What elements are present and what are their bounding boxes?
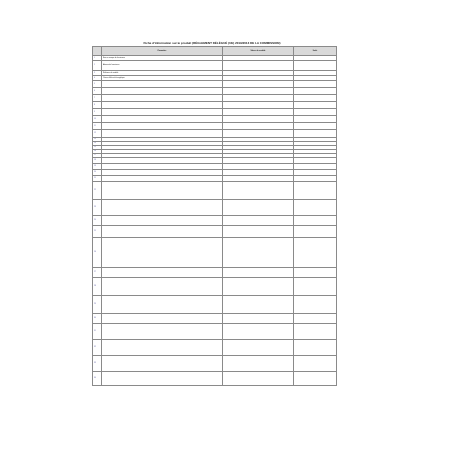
row-number: 17 <box>93 154 102 158</box>
row-unit <box>294 81 337 88</box>
row-number: 19 <box>93 164 102 170</box>
row-unit <box>294 130 337 138</box>
row-label <box>102 238 223 268</box>
row-number: 31 <box>93 324 102 340</box>
row-value <box>223 200 294 216</box>
row-number: 20 <box>93 170 102 176</box>
row-value <box>223 226 294 238</box>
row-value <box>223 278 294 296</box>
row-number: 14 <box>93 142 102 146</box>
row-unit <box>294 226 337 238</box>
table-row <box>93 61 337 71</box>
row-label <box>102 216 223 226</box>
row-label: Classe d'efficacité énergétique <box>102 76 223 81</box>
row-unit <box>294 61 337 71</box>
row-unit <box>294 182 337 200</box>
row-value <box>223 216 294 226</box>
row-value <box>223 81 294 88</box>
table-row <box>93 278 337 296</box>
header-number-cell <box>93 47 102 56</box>
table-body <box>93 56 337 386</box>
table-row <box>93 88 337 95</box>
row-number: 8 <box>93 102 102 109</box>
row-unit <box>294 268 337 278</box>
row-number: 3 <box>93 71 102 76</box>
table-row <box>93 200 337 216</box>
row-number: 27 <box>93 268 102 278</box>
row-number: 7 <box>93 95 102 102</box>
row-label <box>102 324 223 340</box>
row-label <box>102 123 223 130</box>
row-number: 18 <box>93 158 102 164</box>
row-number: 26 <box>93 238 102 268</box>
row-number: 9 <box>93 109 102 116</box>
parameter-table <box>92 46 337 386</box>
table-row <box>93 296 337 314</box>
table-row <box>93 81 337 88</box>
row-label <box>102 278 223 296</box>
row-number: 30 <box>93 314 102 324</box>
row-unit <box>294 314 337 324</box>
table-row <box>93 109 337 116</box>
table-row <box>93 356 337 372</box>
row-number: 4 <box>93 76 102 81</box>
row-label <box>102 182 223 200</box>
header-value: Valeur du modèle <box>223 47 294 56</box>
row-label <box>102 102 223 109</box>
row-number: 10 <box>93 116 102 123</box>
row-number: 24 <box>93 216 102 226</box>
row-number: 1 <box>93 56 102 61</box>
row-value <box>223 116 294 123</box>
row-number: 28 <box>93 278 102 296</box>
row-unit <box>294 238 337 268</box>
table-row <box>93 238 337 268</box>
row-unit <box>294 123 337 130</box>
row-unit <box>294 109 337 116</box>
table-row <box>93 216 337 226</box>
table-row <box>93 268 337 278</box>
table-row <box>93 314 337 324</box>
row-number: 5 <box>93 81 102 88</box>
row-label <box>102 268 223 278</box>
row-number: 33 <box>93 356 102 372</box>
row-unit <box>294 372 337 386</box>
row-number: 29 <box>93 296 102 314</box>
row-number: 15 <box>93 146 102 150</box>
product-information-sheet <box>92 40 332 442</box>
row-unit <box>294 296 337 314</box>
row-unit <box>294 102 337 109</box>
row-number: 32 <box>93 340 102 356</box>
row-value <box>223 238 294 268</box>
row-unit <box>294 88 337 95</box>
row-unit <box>294 356 337 372</box>
row-value <box>223 109 294 116</box>
row-number: 21 <box>93 176 102 182</box>
row-label <box>102 88 223 95</box>
table-row <box>93 226 337 238</box>
row-label: Adresse du fournisseur <box>102 61 223 71</box>
row-number: 2 <box>93 61 102 71</box>
header-unit: Unité <box>294 47 337 56</box>
row-value <box>223 61 294 71</box>
row-value <box>223 324 294 340</box>
row-label: Nom ou marque du fournisseur <box>102 56 223 61</box>
row-value <box>223 268 294 278</box>
table-row <box>93 340 337 356</box>
row-unit <box>294 278 337 296</box>
row-label <box>102 314 223 324</box>
row-unit <box>294 200 337 216</box>
row-number: 34 <box>93 372 102 386</box>
row-number: 6 <box>93 88 102 95</box>
row-unit <box>294 216 337 226</box>
row-label <box>102 372 223 386</box>
row-unit <box>294 116 337 123</box>
row-number: 23 <box>93 200 102 216</box>
table-header-row <box>93 47 337 56</box>
row-label <box>102 116 223 123</box>
row-label <box>102 200 223 216</box>
row-label <box>102 356 223 372</box>
table-row <box>93 324 337 340</box>
row-label <box>102 226 223 238</box>
table-row <box>93 102 337 109</box>
table-row <box>93 116 337 123</box>
row-value <box>223 123 294 130</box>
row-value <box>223 182 294 200</box>
sheet-title: Fiche d'information sur le produit (RÈGLEMENT DÉLÉGUÉ (UE) 2019/2013 DE LA COMMISSION) <box>143 41 281 45</box>
row-value <box>223 356 294 372</box>
row-label <box>102 130 223 138</box>
row-unit <box>294 95 337 102</box>
row-label <box>102 340 223 356</box>
row-number: 12 <box>93 130 102 138</box>
row-number: 22 <box>93 182 102 200</box>
row-label <box>102 95 223 102</box>
row-label <box>102 81 223 88</box>
row-value <box>223 296 294 314</box>
row-label <box>102 296 223 314</box>
table-row <box>93 130 337 138</box>
row-value <box>223 340 294 356</box>
header-parameter: Paramètre <box>102 47 223 56</box>
row-unit <box>294 324 337 340</box>
row-value <box>223 372 294 386</box>
row-value <box>223 130 294 138</box>
table-row <box>93 372 337 386</box>
table-row <box>93 95 337 102</box>
row-unit <box>294 340 337 356</box>
row-label: Référence du modèle <box>102 71 223 76</box>
row-number: 13 <box>93 138 102 142</box>
row-number: 11 <box>93 123 102 130</box>
table-row <box>93 123 337 130</box>
row-value <box>223 314 294 324</box>
table-row <box>93 182 337 200</box>
row-value <box>223 95 294 102</box>
row-value <box>223 102 294 109</box>
row-label <box>102 109 223 116</box>
row-number: 16 <box>93 150 102 154</box>
row-value <box>223 88 294 95</box>
row-number: 25 <box>93 226 102 238</box>
